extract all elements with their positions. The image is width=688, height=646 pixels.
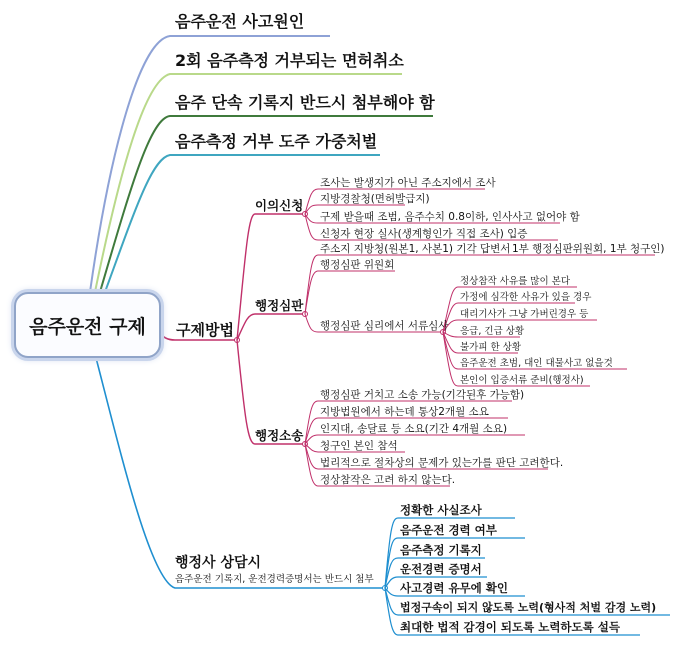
objection-item-3: 구제 받을때 조범, 음주수치 0.8이하, 인사사고 없어야 함: [320, 211, 580, 223]
top-branch-4: 음주측정 거부 도주 가중처벌: [175, 132, 378, 151]
consult-item-7: 최대한 법적 감경이 되도록 노력하도록 설득: [400, 620, 620, 634]
review-item-2: 가정에 심각한 사유가 있을 경우: [460, 292, 592, 303]
consult-sublabel: 음주운전 기록지, 운전경력증명서는 반드시 첨부: [175, 574, 374, 585]
root-label: 음주운전 구제: [29, 315, 146, 338]
connector-admin-trial: [237, 314, 305, 340]
admin-trial-item-2: 행정심판 위원회: [320, 259, 395, 271]
top-branch-2: 2회 음주측정 거부되는 면허취소: [175, 51, 404, 70]
consult-item-2: 음주운전 경력 여부: [400, 523, 497, 537]
review-item-3: 대리기사가 그냥 가버린경우 등: [460, 309, 589, 320]
admin-trial-label: 행정심판: [255, 298, 304, 313]
review-item-1: 정상참작 사유를 많이 본다: [460, 276, 571, 287]
admin-suit-item-2: 지방법원에서 하는데 통상2개월 소요: [320, 406, 489, 418]
admin-suit-label: 행정소송: [255, 428, 304, 443]
consult-item-6: 법정구속이 되지 않도록 노력(형사적 처벌 감경 노력): [400, 601, 657, 614]
admin-suit-item-5: 법리적으로 절차상의 문제가 있는가를 판단 고려한다.: [320, 457, 564, 469]
top-branch-1: 음주운전 사고원인: [175, 12, 305, 31]
review-item-5: 불가피 한 상황: [460, 342, 522, 353]
admin-suit-item-4: 청구인 본인 참석: [320, 440, 398, 452]
admin-trial-item-1: 주소지 지방청(원본1, 사본1) 기각 답변서: [320, 243, 511, 255]
remedies-label: 구제방법: [176, 321, 234, 339]
admin-trial-item-3: 행정심판 심리에서 서류심사: [320, 320, 449, 332]
admin-suit-item-3: 인지대, 송달료 등 소요(기간 4개월 소요): [320, 423, 508, 435]
consult-item-1: 정확한 사실조사: [400, 503, 482, 517]
admin-trial-committee-note: 1부 행정심판위원회, 1부 청구인): [512, 243, 665, 255]
consult-item-3: 음주측정 기록지: [400, 543, 482, 557]
review-item-4: 응급, 긴급 상황: [460, 326, 525, 337]
objection-item-4: 신청자 현장 실사(생계형인가 직접 조사) 입증: [320, 228, 528, 240]
admin-suit-item-1: 행정심판 거치고 소송 가능(기각된후 가능함): [320, 389, 525, 401]
objection-item-2: 지방경찰청(면허발급지): [320, 193, 430, 205]
review-item-6: 음주운전 초범, 대인 대물사고 없을것: [460, 358, 613, 369]
consult-item-4: 운전경력 증명서: [400, 562, 482, 576]
review-item-7: 본인이 입증서류 준비(행정사): [460, 375, 584, 386]
consult-label: 행정사 상담시: [175, 555, 262, 571]
root-node: [14, 292, 161, 358]
admin-suit-item-6: 정상참작은 고려 하지 않는다.: [320, 474, 456, 486]
objection-label: 이의신청: [255, 198, 304, 213]
objection-item-1: 조사는 발생지가 아닌 주소지에서 조사: [320, 177, 496, 189]
connector-objection: [237, 214, 305, 340]
consult-item-5: 사고경력 유무에 확인: [400, 581, 508, 595]
top-branch-3: 음주 단속 기록지 반드시 첨부해야 함: [175, 93, 435, 112]
